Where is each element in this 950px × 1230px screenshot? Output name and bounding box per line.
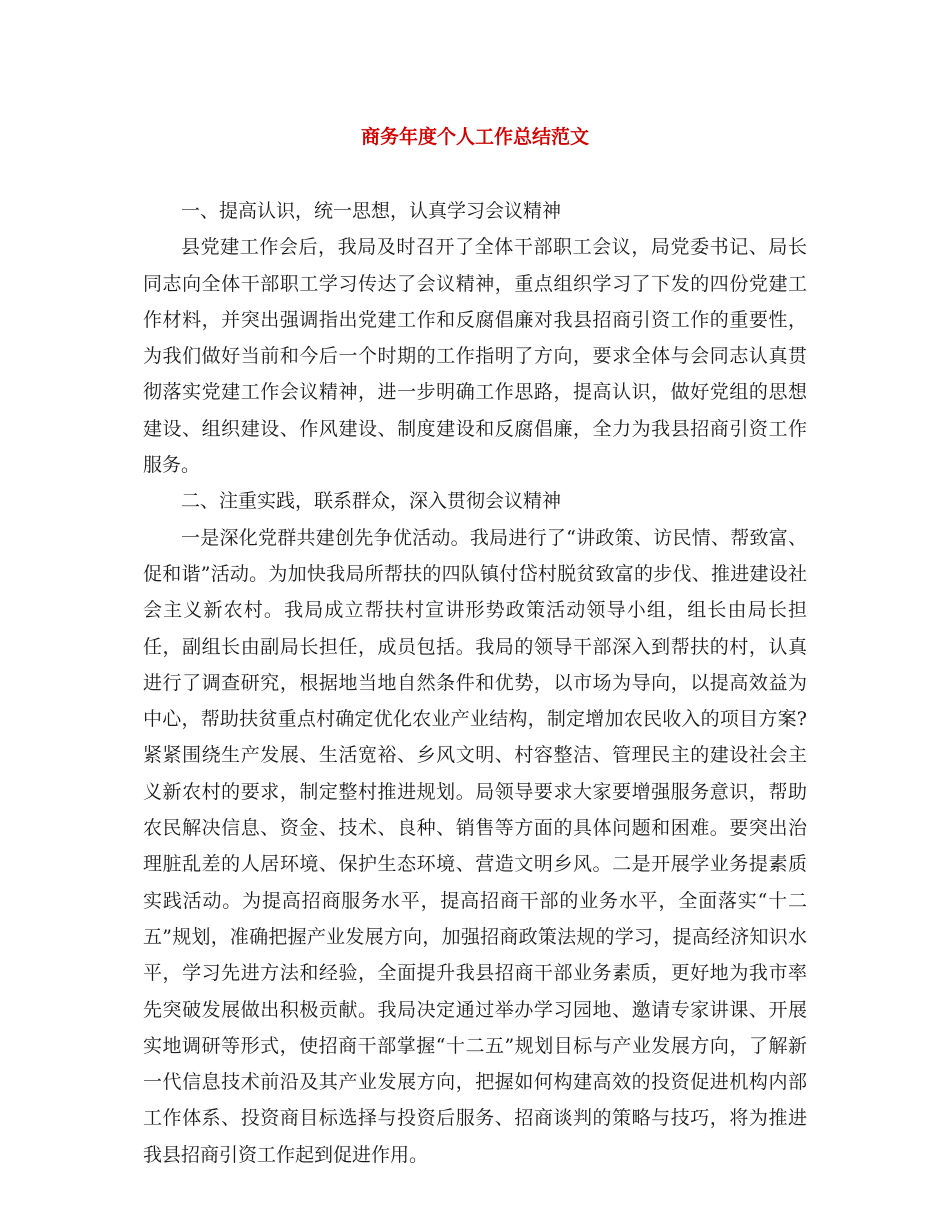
body-paragraph-2: 一是深化党群共建创先争优活动。我局进行了“讲政策、访民情、帮致富、促和谐”活动。为加快我局所帮扶的四队镇付岱村脱贫致富的步伐、推进建设社会主义新农村。我局成立帮扶村宣讲形势政策活动领导小组，组长由局长担任，副组长由副局长担任，成员包括。我局的领导干部深入到帮扶的村，认真进行了调查研究，根据地当地自然条件和优势，以市场为导向，以提高效益为中心，帮助扶贫重点村确定优化农业产业结构，制定增加农民收入的项目方案?紧紧围绕生产发展、生活宽裕、乡风文明、村容整洁、管理民主的建设社会主义新农村的要求，制定整村推进规划。局领导要求大家要增强服务意识，帮助农民解决信息、资金、技术、良种、销售等方面的具体问题和困难。要突出治理脏乱差的人居环境、保护生态环境、营造文明乡风。二是开展学业务提素质实践活动。为提高招商服务水平，提高招商干部的业务水平，全面落实“十二五”规划，准确把握产业发展方向，加强招商政策法规的学习，提高经济知识水平，学习先进方法和经验，全面提升我县招商干部业务素质，更好地为我市率先突破发展做出积极贡献。我局决定通过举办学习园地、邀请专家讲课、开展实地调研等形式，使招商干部掌握“十二五”规划目标与产业发展方向，了解新一代信息技术前沿及其产业发展方向，把握如何构建高效的投资促进机构内部工作体系、投资商目标选择与投资后服务、招商谈判的策略与技巧，将为推进我县招商引资工作起到促进作用。	[143, 526, 807, 1166]
section-heading-2: 二、注重实践，联系群众，深入贯彻会议精神	[181, 490, 562, 513]
document-body	[143, 193, 807, 1173]
section-heading-1: 一、提高认识，统一思想，认真学习会议精神	[181, 200, 562, 222]
body-paragraph-1: 县党建工作会后，我局及时召开了全体干部职工会议，局党委书记、局长同志向全体干部职工学习传达了会议精神，重点组织学习了下发的四份党建工作材料，并突出强调指出党建工作和反腐倡廉对我县招商引资工作的重要性，为我们做好当前和今后一个时期的工作指明了方向，要求全体与会同志认真贯彻落实党建工作会议精神，进一步明确工作思路，提高认识，做好党组的思想建设、组织建设、作风建设、制度建设和反腐倡廉，全力为我县招商引资工作服务。	[143, 236, 807, 477]
document-title: 商务年度个人工作总结范文	[360, 126, 589, 148]
